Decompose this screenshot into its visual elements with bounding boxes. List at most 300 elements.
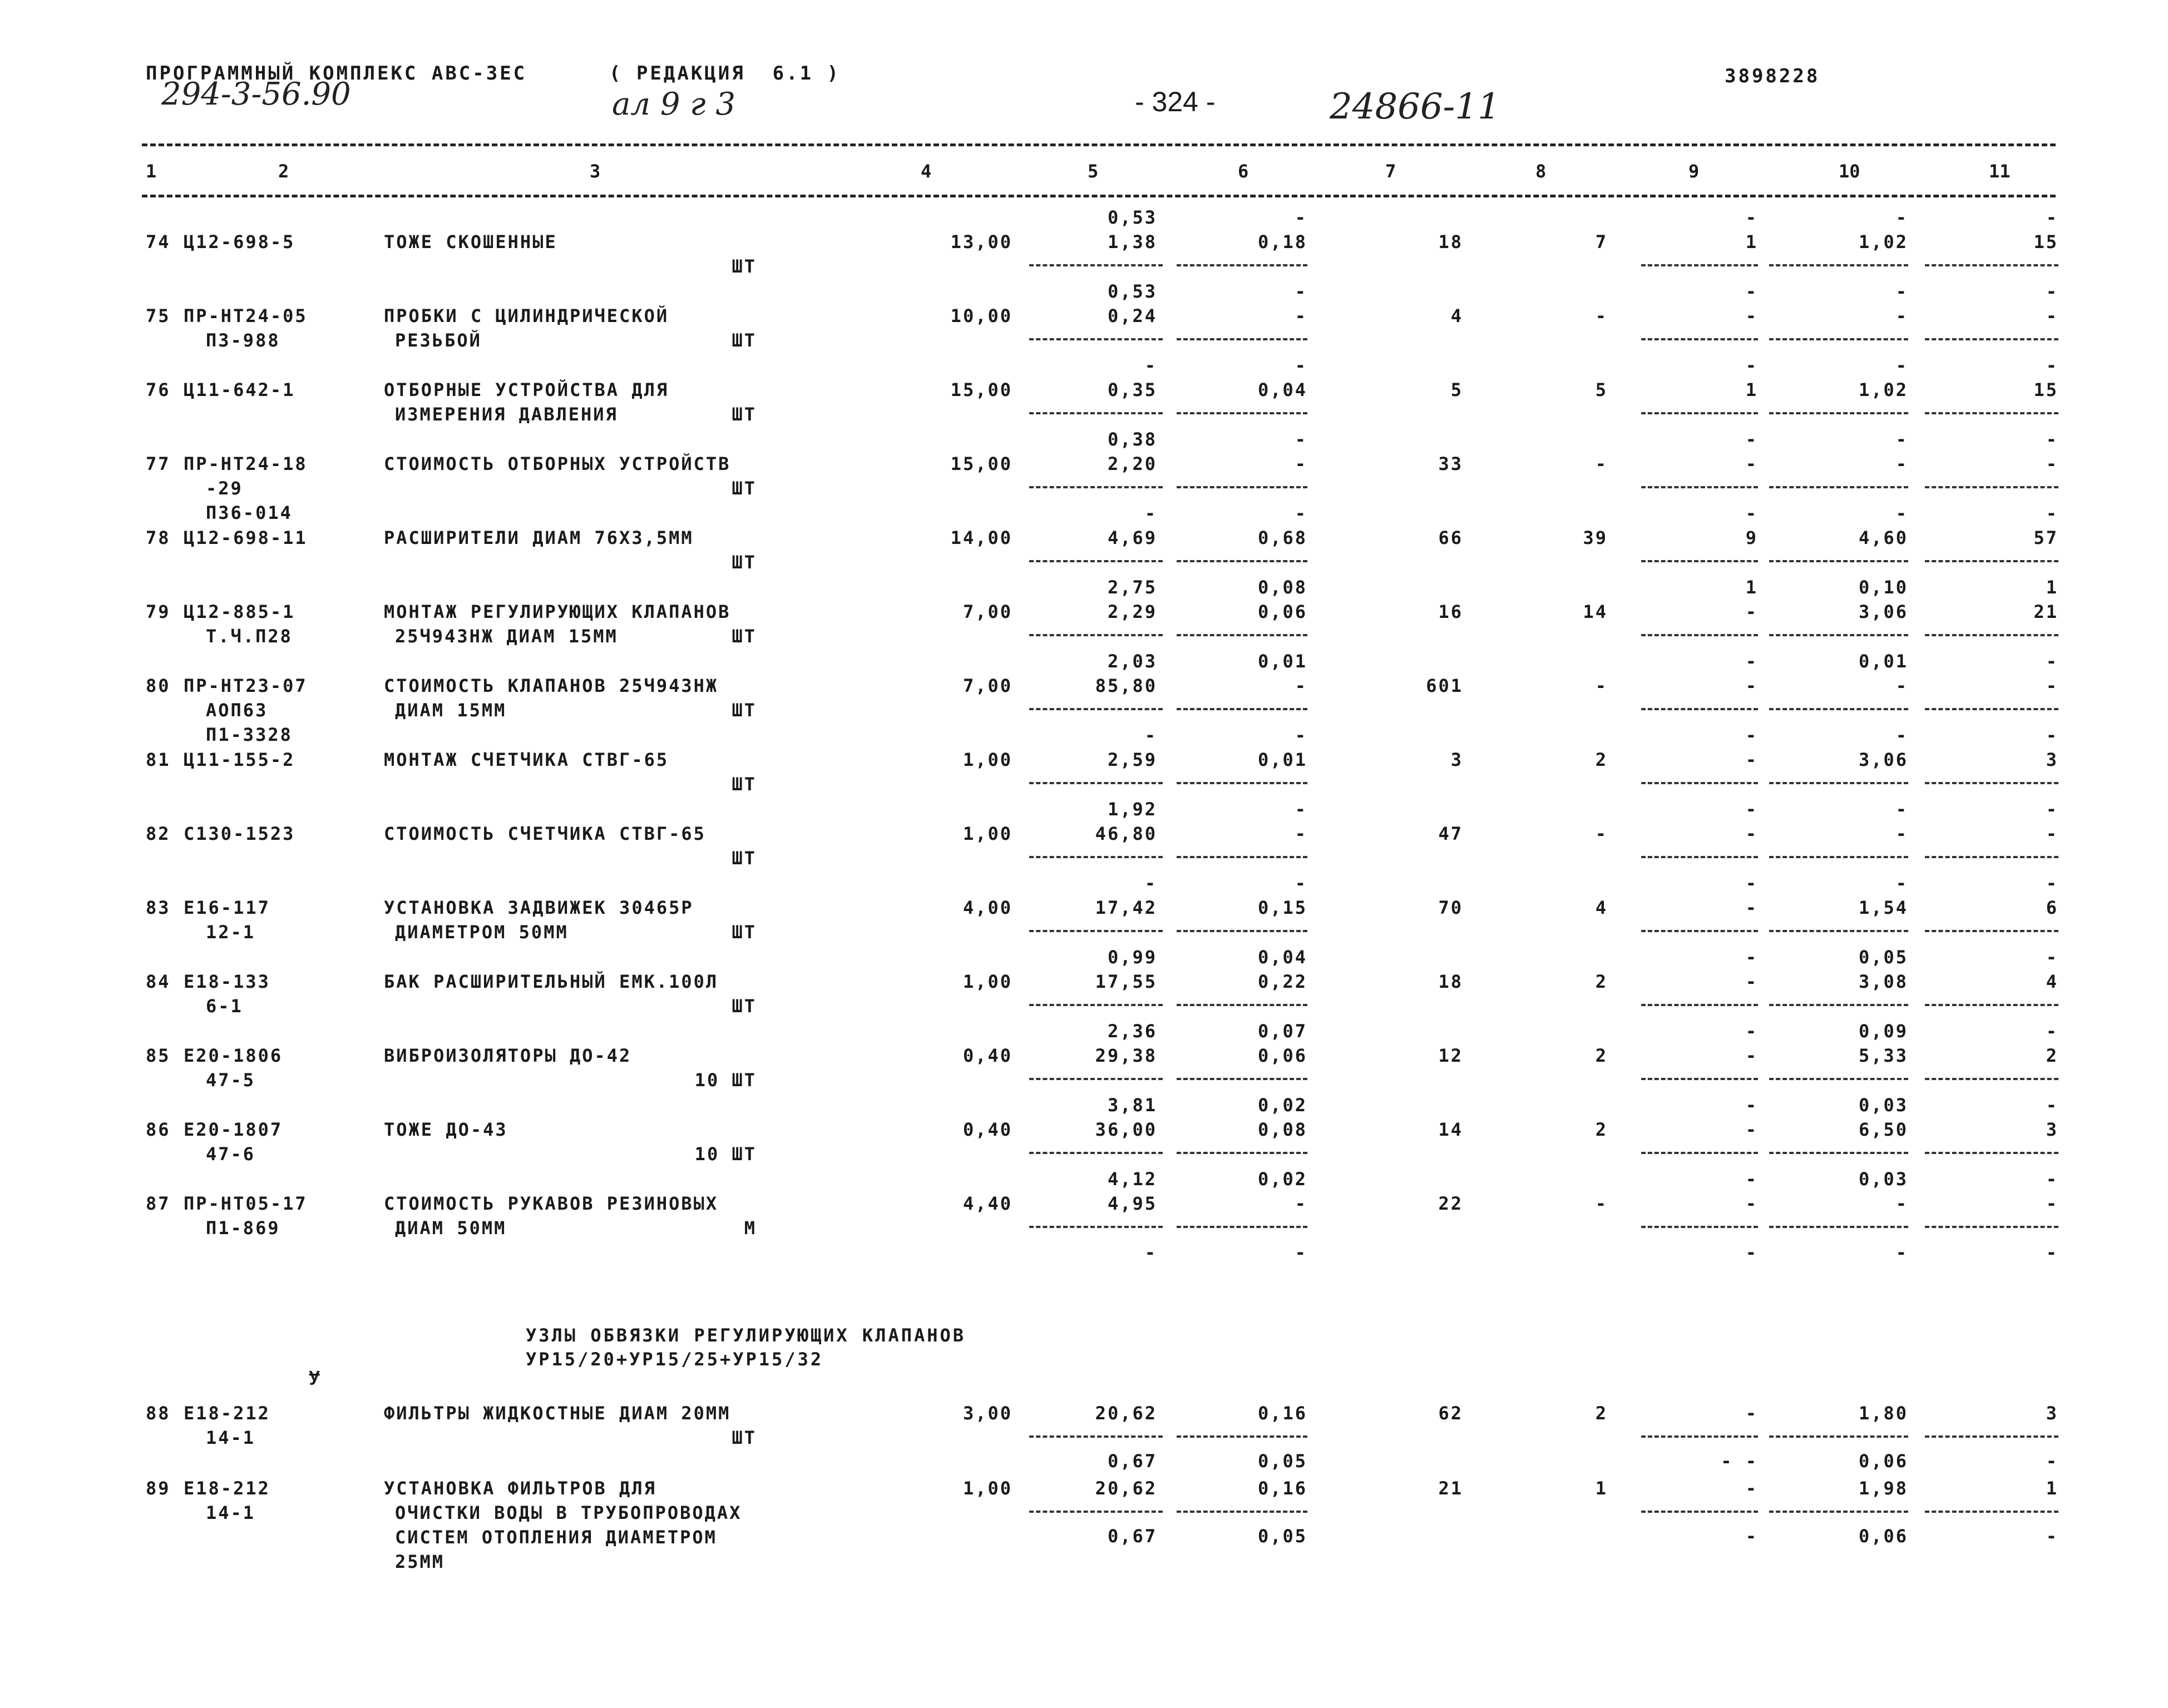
section-subtitle: УР15/20+УР15/25+УР15/32: [526, 1349, 824, 1370]
margin-mark: ɏ: [309, 1364, 320, 1386]
cell-separator: [1769, 486, 1908, 488]
cell-separator: [1177, 634, 1307, 636]
cell-separator: [1177, 1078, 1307, 1080]
column-header-6: 6: [1238, 161, 1249, 182]
cell-separator: [1029, 1152, 1163, 1154]
cell-separator: [1769, 1511, 1908, 1513]
handwritten-sheet-number: 24866-11: [1330, 86, 1500, 127]
rate-code: Е20-1807: [184, 1119, 283, 1140]
cell-c9: 1: [1745, 379, 1758, 400]
cell-c8: 2: [1595, 1045, 1608, 1066]
cell-separator: [1641, 412, 1758, 414]
cell-c8: -: [1595, 675, 1608, 696]
cell-c11-upper: -: [2046, 651, 2058, 672]
cell-c9-upper: -: [1745, 1021, 1758, 1042]
cell-separator: [1177, 1226, 1307, 1228]
cell-c9-upper: -: [1745, 503, 1758, 524]
cell-c6: -: [1295, 1193, 1307, 1214]
rate-code: Е18-133: [184, 971, 270, 992]
item-description: ИЗМЕРЕНИЯ ДАВЛЕНИЯ: [395, 404, 618, 425]
cell-c10: 1,02: [1858, 379, 1908, 400]
cell-c6: 0,06: [1257, 1045, 1307, 1066]
unit-of-measure: ШТ: [732, 478, 757, 499]
cell-c5: 20,62: [1095, 1478, 1157, 1499]
rate-code: 12-1: [206, 922, 256, 943]
cell-c6: 0,08: [1257, 1119, 1307, 1140]
cell-c6-upper: 0,02: [1257, 1095, 1307, 1116]
cell-c11: -: [2046, 453, 2058, 474]
cell-c7: 33: [1438, 453, 1463, 474]
cell-separator: [1641, 486, 1758, 488]
cell-separator: [1177, 1511, 1307, 1513]
rate-code: Ц12-885-1: [184, 601, 295, 622]
cell-c9-upper: -: [1745, 799, 1758, 820]
cell-c6-upper: -: [1295, 725, 1307, 746]
item-description: МОНТАЖ СЧЕТЧИКА СТВГ-65: [384, 749, 669, 770]
cell-c10-lower: 0,06: [1858, 1450, 1908, 1472]
quantity: 14,00: [950, 527, 1013, 548]
cell-separator: [1029, 560, 1163, 562]
cell-c11-upper: -: [2046, 503, 2058, 524]
rate-code: 14-1: [206, 1427, 256, 1448]
cell-c9: -: [1745, 1045, 1758, 1066]
cell-c9: -: [1745, 1478, 1758, 1499]
column-header-2: 2: [278, 161, 289, 182]
rate-code: Е20-1806: [184, 1045, 283, 1066]
cell-c11-upper: -: [2046, 1095, 2058, 1116]
cell-separator: [1641, 930, 1758, 932]
cell-c6-upper: -: [1295, 207, 1307, 228]
cell-c11: 1: [2046, 1478, 2058, 1499]
rate-code: П36-014: [206, 502, 293, 523]
cell-c10: 3,06: [1858, 749, 1908, 770]
cell-c10: -: [1895, 675, 1908, 696]
cell-c10-upper: -: [1895, 429, 1908, 450]
row-number: 85: [146, 1045, 171, 1066]
cell-c5-upper: 0,99: [1107, 947, 1157, 968]
cell-separator: [1177, 782, 1307, 784]
cell-c5: 4,69: [1107, 527, 1157, 548]
rate-code: АОП63: [206, 700, 268, 721]
rate-code: П1-869: [206, 1217, 280, 1239]
row-number: 86: [146, 1119, 171, 1140]
cell-c8: 2: [1595, 971, 1608, 992]
rate-code: Ц12-698-11: [184, 527, 308, 548]
cell-c6: 0,16: [1257, 1403, 1307, 1424]
cell-c5: 2,20: [1107, 453, 1157, 474]
rate-code: Ц11-642-1: [184, 379, 295, 400]
cell-separator: [1925, 1435, 2058, 1438]
item-description: ВИБРОИЗОЛЯТОРЫ ДО-42: [384, 1045, 632, 1066]
column-header-7: 7: [1385, 161, 1396, 182]
cell-c8: -: [1595, 823, 1608, 844]
cell-c10-upper: -: [1895, 355, 1908, 376]
cell-separator: [1769, 264, 1908, 266]
cell-separator: [1925, 1152, 2058, 1154]
cell-c7: 14: [1438, 1119, 1463, 1140]
cell-c7: 3: [1450, 749, 1463, 770]
row-number: 80: [146, 675, 171, 696]
unit-of-measure: ШТ: [732, 404, 757, 425]
cell-c8: 2: [1595, 1403, 1608, 1424]
quantity: 10,00: [950, 305, 1013, 326]
cell-c7: 66: [1438, 527, 1463, 548]
cell-c10-upper: -: [1895, 725, 1908, 746]
cell-c10: 3,08: [1858, 971, 1908, 992]
cell-separator: [1177, 412, 1307, 414]
cell-c11-upper: 1: [2046, 577, 2058, 598]
cell-c9-upper: -: [1745, 947, 1758, 968]
cell-c11: -: [2046, 1193, 2058, 1214]
column-header-4: 4: [921, 161, 932, 182]
quantity: 15,00: [950, 453, 1013, 474]
cell-separator: [1769, 560, 1908, 562]
cell-c6-upper: 0,01: [1257, 651, 1307, 672]
row-number: 84: [146, 971, 171, 992]
cell-c5: 1,38: [1107, 231, 1157, 253]
cell-c5-lower: 0,67: [1107, 1526, 1157, 1547]
cell-separator: [1641, 1078, 1758, 1080]
cell-c11: 3: [2046, 1403, 2058, 1424]
cell-separator: [1641, 560, 1758, 562]
cell-separator: [1925, 560, 2058, 562]
rate-code: ПР-НТ05-17: [184, 1193, 308, 1214]
cell-separator: [1925, 1004, 2058, 1006]
cell-c9: -: [1745, 675, 1758, 696]
cell-c11-upper: -: [2046, 725, 2058, 746]
cell-c7: 5: [1450, 379, 1463, 400]
quantity: 4,40: [962, 1193, 1013, 1214]
cell-c9-upper: -: [1745, 207, 1758, 228]
item-description: УСТАНОВКА ФИЛЬТРОВ ДЛЯ: [384, 1478, 656, 1499]
row-number: 74: [146, 231, 171, 253]
document-code: 3898228: [1725, 65, 1820, 87]
cell-separator: [1029, 856, 1163, 858]
cell-c9: -: [1745, 453, 1758, 474]
unit-of-measure: М: [744, 1217, 757, 1239]
rate-code: 47-5: [206, 1070, 256, 1091]
rate-code: ПР-НТ24-18: [184, 453, 308, 474]
cell-c6: 0,01: [1257, 749, 1307, 770]
cell-separator: [1925, 634, 2058, 636]
cell-c11: 2: [2046, 1045, 2058, 1066]
cell-c10: -: [1895, 823, 1908, 844]
cell-c11: -: [2046, 823, 2058, 844]
cell-c6: -: [1295, 675, 1307, 696]
section-title: УЗЛЫ ОБВЯЗКИ РЕГУЛИРУЮЩИХ КЛАПАНОВ: [526, 1325, 966, 1346]
cell-separator: [1029, 1511, 1163, 1513]
cell-c10: 1,54: [1858, 897, 1908, 918]
cell-c9: 9: [1745, 527, 1758, 548]
cell-c5: 4,95: [1107, 1193, 1157, 1214]
cell-separator: [1029, 1435, 1163, 1438]
cell-c9: -: [1745, 1193, 1758, 1214]
cell-separator: [1177, 1004, 1307, 1006]
cell-c6: 0,22: [1257, 971, 1307, 992]
cell-c8: 7: [1595, 231, 1608, 253]
rate-code: Ц11-155-2: [184, 749, 295, 770]
cell-c11-lower: -: [2046, 1242, 2058, 1263]
cell-c5-upper: -: [1144, 873, 1157, 894]
cell-c9-lower: - -: [1721, 1450, 1758, 1472]
cell-c9: -: [1745, 1403, 1758, 1424]
cell-c8: -: [1595, 1193, 1608, 1214]
cell-c7: 70: [1438, 897, 1463, 918]
cell-separator: [1641, 782, 1758, 784]
cell-c8: 2: [1595, 1119, 1608, 1140]
rate-code: ПР-НТ24-05: [184, 305, 308, 326]
cell-c10-lower: 0,06: [1858, 1526, 1908, 1547]
item-description: ДИАМ 50ММ: [395, 1217, 507, 1239]
cell-c5-upper: 1,92: [1107, 799, 1157, 820]
unit-of-measure: ШТ: [732, 774, 757, 795]
row-number: 78: [146, 527, 171, 548]
cell-c8: 39: [1583, 527, 1608, 548]
cell-c11: -: [2046, 675, 2058, 696]
row-number: 75: [146, 305, 171, 326]
item-description: БАК РАСШИРИТЕЛЬНЫЙ ЕМК.100Л: [384, 971, 719, 992]
quantity: 7,00: [962, 675, 1013, 696]
unit-of-measure: ШТ: [732, 922, 757, 943]
cell-c10: -: [1895, 305, 1908, 326]
cell-c6-upper: -: [1295, 355, 1307, 376]
cell-c11-upper: -: [2046, 1169, 2058, 1190]
cell-c7: 47: [1438, 823, 1463, 844]
cell-separator: [1769, 1435, 1908, 1438]
cell-c5-upper: -: [1144, 503, 1157, 524]
cell-c8: 4: [1595, 897, 1608, 918]
cell-separator: [1769, 1152, 1908, 1154]
cell-c10: -: [1895, 453, 1908, 474]
cell-c5-upper: 3,81: [1107, 1095, 1157, 1116]
cell-c8: 1: [1595, 1478, 1608, 1499]
cell-separator: [1177, 264, 1307, 266]
rate-code: С130-1523: [184, 823, 295, 844]
quantity: 3,00: [962, 1403, 1013, 1424]
cell-c8: -: [1595, 305, 1608, 326]
cell-separator: [1029, 1004, 1163, 1006]
cell-separator: [1641, 1511, 1758, 1513]
cell-c9: -: [1745, 305, 1758, 326]
cell-separator: [1641, 264, 1758, 266]
cell-c9-upper: -: [1745, 725, 1758, 746]
cell-c11-upper: -: [2046, 1021, 2058, 1042]
cell-c9-lower: -: [1745, 1526, 1758, 1547]
cell-c10-upper: -: [1895, 503, 1908, 524]
cell-c9: -: [1745, 971, 1758, 992]
edition-label: ( РЕДАКЦИЯ 6.1 ): [609, 62, 841, 85]
cell-c7: 16: [1438, 601, 1463, 622]
column-header-1: 1: [146, 161, 157, 182]
cell-c11: 4: [2046, 971, 2058, 992]
item-description: 25ММ: [395, 1551, 445, 1572]
page-number: - 324 -: [1135, 86, 1216, 117]
rate-code: П3-988: [206, 330, 280, 351]
cell-c10-upper: 0,05: [1858, 947, 1908, 968]
cell-c9-upper: 1: [1745, 577, 1758, 598]
cell-c10: 6,50: [1858, 1119, 1908, 1140]
cell-c11: 15: [2033, 231, 2058, 253]
column-header-11: 11: [1989, 161, 2011, 182]
cell-separator: [1177, 486, 1307, 488]
rate-code: ПР-НТ23-07: [184, 675, 308, 696]
item-description: ДИАМ 15ММ: [395, 700, 507, 721]
quantity: 13,00: [950, 231, 1013, 253]
rate-code: Е18-212: [184, 1403, 270, 1424]
item-description: СТОИМОСТЬ РУКАВОВ РЕЗИНОВЫХ: [384, 1193, 719, 1214]
cell-c10-lower: -: [1895, 1242, 1908, 1263]
cell-c6-upper: 0,02: [1257, 1169, 1307, 1190]
cell-c6-lower: -: [1295, 1242, 1307, 1263]
cell-c9-upper: -: [1745, 1169, 1758, 1190]
item-description: ТОЖЕ СКОШЕННЫЕ: [384, 231, 557, 253]
item-description: ПРОБКИ С ЦИЛИНДРИЧЕСКОЙ: [384, 305, 669, 326]
cell-c6-lower: 0,05: [1257, 1526, 1307, 1547]
cell-c6-upper: 0,04: [1257, 947, 1307, 968]
cell-c6-upper: -: [1295, 799, 1307, 820]
rate-code: Ц12-698-5: [184, 231, 295, 253]
cell-c9: -: [1745, 749, 1758, 770]
cell-c11: 15: [2033, 379, 2058, 400]
cell-c7: 12: [1438, 1045, 1463, 1066]
cell-c6-upper: -: [1295, 281, 1307, 302]
cell-c11: 3: [2046, 749, 2058, 770]
row-number: 82: [146, 823, 171, 844]
cell-c6: 0,06: [1257, 601, 1307, 622]
cell-separator: [1177, 1435, 1307, 1438]
rate-code: 14-1: [206, 1502, 256, 1523]
cell-c5-lower: 0,67: [1107, 1450, 1157, 1472]
item-description: СТОИМОСТЬ СЧЕТЧИКА СТВГ-65: [384, 823, 706, 844]
row-number: 81: [146, 749, 171, 770]
cell-c6: 0,15: [1257, 897, 1307, 918]
unit-of-measure: ШТ: [732, 552, 757, 573]
cell-separator: [1641, 1226, 1758, 1228]
row-number: 76: [146, 379, 171, 400]
column-header-10: 10: [1839, 161, 1860, 182]
cell-c11-upper: -: [2046, 947, 2058, 968]
cell-c7: 62: [1438, 1403, 1463, 1424]
item-description: МОНТАЖ РЕГУЛИРУЮЩИХ КЛАПАНОВ: [384, 601, 731, 622]
cell-c6-upper: -: [1295, 503, 1307, 524]
cell-c6: -: [1295, 453, 1307, 474]
cell-separator: [1029, 782, 1163, 784]
item-description: ОТБОРНЫЕ УСТРОЙСТВА ДЛЯ: [384, 379, 669, 400]
cell-c5-upper: 0,53: [1107, 281, 1157, 302]
cell-c11: 6: [2046, 897, 2058, 918]
cell-separator: [1769, 1078, 1908, 1080]
rate-code: Т.Ч.П28: [206, 626, 293, 647]
cell-c5: 17,55: [1095, 971, 1157, 992]
cell-c10: 4,60: [1858, 527, 1908, 548]
cell-c5-upper: 0,53: [1107, 207, 1157, 228]
cell-c11-upper: -: [2046, 429, 2058, 450]
cell-c10: 1,98: [1858, 1478, 1908, 1499]
cell-separator: [1029, 412, 1163, 414]
unit-of-measure: ШТ: [732, 256, 757, 277]
cell-c5-upper: -: [1144, 725, 1157, 746]
cell-c7: 601: [1426, 675, 1463, 696]
quantity: 1,00: [962, 1478, 1013, 1499]
cell-c5: 20,62: [1095, 1403, 1157, 1424]
cell-c10: 1,80: [1858, 1403, 1908, 1424]
cell-separator: [1177, 856, 1307, 858]
cell-c10: 3,06: [1858, 601, 1908, 622]
cell-c10-upper: -: [1895, 873, 1908, 894]
cell-c5-upper: 0,38: [1107, 429, 1157, 450]
cell-c7: 18: [1438, 231, 1463, 253]
cell-c7: 4: [1450, 305, 1463, 326]
rate-code: П1-3328: [206, 724, 293, 745]
unit-of-measure: ШТ: [732, 848, 757, 869]
cell-separator: [1029, 708, 1163, 710]
rate-code: -29: [206, 478, 243, 499]
cell-c11-lower: -: [2046, 1450, 2058, 1472]
row-number: 87: [146, 1193, 171, 1214]
cell-c5-upper: 4,12: [1107, 1169, 1157, 1190]
cell-separator: [1029, 1226, 1163, 1228]
cell-separator: [1769, 856, 1908, 858]
cell-c9-upper: -: [1745, 355, 1758, 376]
cell-c11: -: [2046, 305, 2058, 326]
cell-c9-upper: -: [1745, 281, 1758, 302]
cell-separator: [1029, 486, 1163, 488]
cell-c9-upper: -: [1745, 651, 1758, 672]
row-number: 77: [146, 453, 171, 474]
column-header-8: 8: [1535, 161, 1547, 182]
cell-separator: [1769, 634, 1908, 636]
cell-c9: -: [1745, 823, 1758, 844]
cell-separator: [1029, 338, 1163, 340]
unit-of-measure: ШТ: [732, 700, 757, 721]
cell-c5: 17,42: [1095, 897, 1157, 918]
cell-c5: 29,38: [1095, 1045, 1157, 1066]
cell-c9-upper: -: [1745, 873, 1758, 894]
cell-c6: -: [1295, 305, 1307, 326]
cell-separator: [1641, 634, 1758, 636]
cell-c9: -: [1745, 601, 1758, 622]
rate-code: 6-1: [206, 996, 243, 1017]
cell-c11: 21: [2033, 601, 2058, 622]
cell-separator: [1769, 930, 1908, 932]
cell-separator: [1641, 856, 1758, 858]
cell-separator: [1925, 1226, 2058, 1228]
item-description: ТОЖЕ ДО-43: [384, 1119, 508, 1140]
quantity: 1,00: [962, 823, 1013, 844]
cell-c6: -: [1295, 823, 1307, 844]
unit-of-measure: 10 ШТ: [694, 1143, 757, 1165]
quantity: 7,00: [962, 601, 1013, 622]
unit-of-measure: ШТ: [732, 626, 757, 647]
cell-c8: 14: [1583, 601, 1608, 622]
cell-c11-upper: -: [2046, 281, 2058, 302]
cell-c5: 36,00: [1095, 1119, 1157, 1140]
cell-separator: [1769, 1004, 1908, 1006]
cell-separator: [1641, 1435, 1758, 1438]
item-description: ОЧИСТКИ ВОДЫ В ТРУБОПРОВОДАХ: [395, 1502, 742, 1523]
cell-c11-upper: -: [2046, 207, 2058, 228]
cell-c6-upper: -: [1295, 429, 1307, 450]
cell-c9-upper: -: [1745, 429, 1758, 450]
cell-c5-upper: -: [1144, 355, 1157, 376]
item-description: СТОИМОСТЬ КЛАПАНОВ 25Ч943НЖ: [384, 675, 719, 696]
cell-separator: [1769, 782, 1908, 784]
cell-c8: 2: [1595, 749, 1608, 770]
cell-separator: [1925, 1078, 2058, 1080]
cell-c6-upper: 0,08: [1257, 577, 1307, 598]
cell-separator: [1177, 560, 1307, 562]
unit-of-measure: ШТ: [732, 330, 757, 351]
